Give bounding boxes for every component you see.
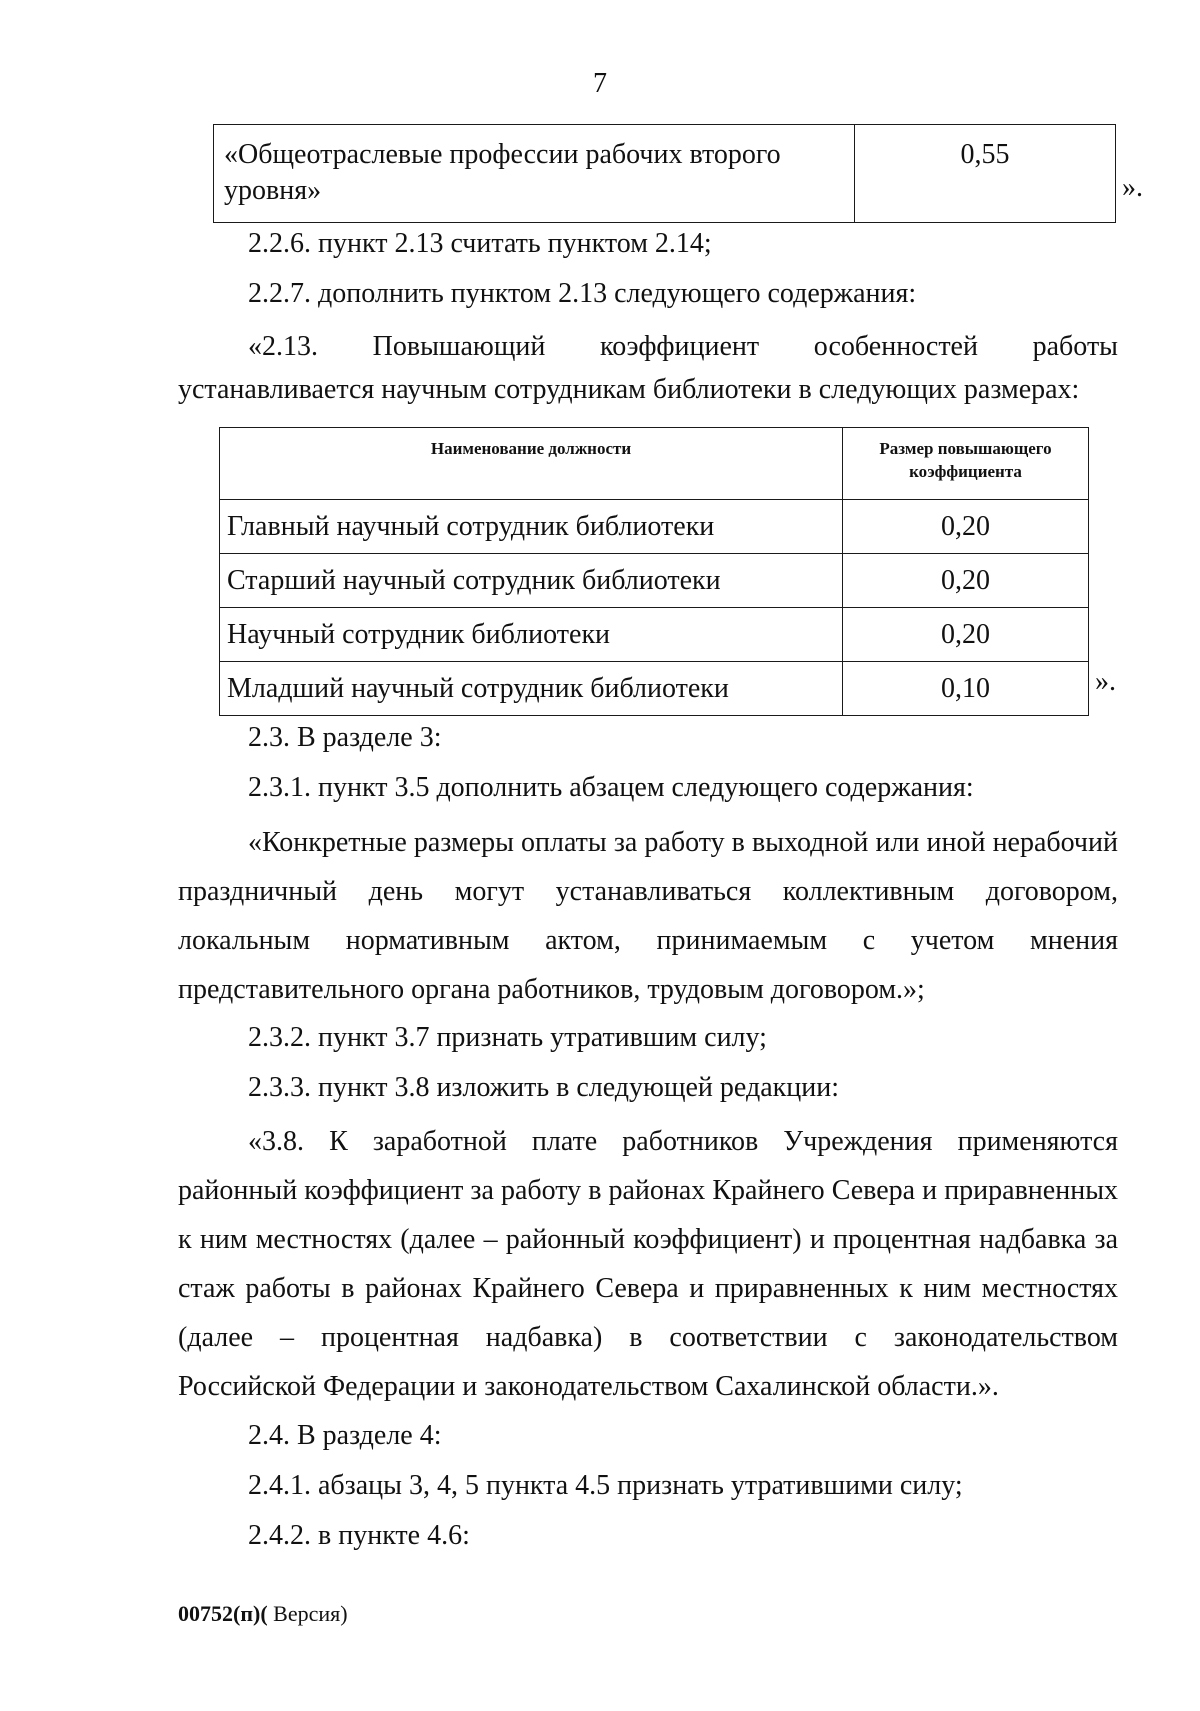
page-number: 7: [593, 68, 607, 99]
paragraph-3-8-line: районный коэффициент за работу в районах Крайнего Севера и приравненных: [178, 1175, 1118, 1206]
coefficient-value: 0,20: [843, 554, 1089, 608]
paragraph-2-4-1: 2.4.1. абзацы 3, 4, 5 пункта 4.5 признать утратившими силу;: [248, 1470, 963, 1501]
quote-line: праздничный день могут устанавливаться коллективным договором,: [178, 876, 1118, 907]
coefficient-value: 0,20: [843, 608, 1089, 662]
table-row: [220, 500, 1089, 554]
document-footer: [178, 1601, 348, 1627]
paragraph-2-4: 2.4. В разделе 4:: [248, 1420, 442, 1451]
paragraph-2-3-2: 2.3.2. пункт 3.7 признать утратившим силу;: [248, 1022, 767, 1053]
table-row: [220, 608, 1089, 662]
coefficient-value: 0,10: [843, 662, 1089, 716]
paragraph-2-3: 2.3. В разделе 3:: [248, 722, 442, 753]
paragraph-3-8-line: Российской Федерации и законодательством Сахалинской области.».: [178, 1371, 999, 1402]
paragraph-3-8-line: стаж работы в районах Крайнего Севера и приравненных к ним местностях: [178, 1273, 1118, 1304]
position-name: Научный сотрудник библиотеки: [220, 608, 843, 662]
paragraph-2-4-2: 2.4.2. в пункте 4.6:: [248, 1520, 470, 1551]
paragraph-2-3-3: 2.3.3. пункт 3.8 изложить в следующей редакции:: [248, 1072, 839, 1103]
paragraph-3-8-line: «3.8. К заработной плате работников Учреждения применяются: [248, 1126, 1118, 1157]
column-header-position: Наименование должности: [220, 428, 843, 500]
profession-table: [213, 124, 1116, 223]
paragraph-2-13-line1: «2.13. Повышающий коэффициент особенностей работы: [248, 331, 1118, 362]
paragraph-3-8-line: (далее – процентная надбавка) в соответствии с законодательством: [178, 1322, 1118, 1353]
document-version: Версия): [267, 1601, 348, 1626]
table-row: [214, 125, 1116, 223]
paragraph-2-13-line2: устанавливается научным сотрудникам библиотеки в следующих размерах:: [178, 374, 1080, 405]
quote-line: локальным нормативным актом, принимаемым с учетом мнения: [178, 925, 1118, 956]
paragraph-2-3-1: 2.3.1. пункт 3.5 дополнить абзацем следующего содержания:: [248, 772, 974, 803]
coefficient-table: [219, 427, 1089, 716]
paragraph-2-2-7: 2.2.7. дополнить пунктом 2.13 следующего содержания:: [248, 278, 917, 309]
column-header-coefficient: Размер повышающего коэффициента: [843, 428, 1089, 500]
closing-quote: ».: [1095, 666, 1116, 697]
table-cell-name: «Общеотраслевые профессии рабочих второго уровня»: [214, 125, 855, 223]
coefficient-value: 0,20: [843, 500, 1089, 554]
position-name: Старший научный сотрудник библиотеки: [220, 554, 843, 608]
position-name: Главный научный сотрудник библиотеки: [220, 500, 843, 554]
closing-quote: ».: [1122, 172, 1143, 203]
table-cell-value: 0,55: [855, 125, 1116, 223]
quote-line: «Конкретные размеры оплаты за работу в выходной или иной нерабочий: [248, 827, 1118, 858]
document-code: 00752(п)(: [178, 1601, 268, 1626]
quote-line: представительного органа работников, трудовым договором.»;: [178, 974, 925, 1005]
paragraph-2-2-6: 2.2.6. пункт 2.13 считать пунктом 2.14;: [248, 228, 712, 259]
position-name: Младший научный сотрудник библиотеки: [220, 662, 843, 716]
table-row: [220, 662, 1089, 716]
paragraph-3-8-line: к ним местностях (далее – районный коэффициент) и процентная надбавка за: [178, 1224, 1118, 1255]
table-header-row: [220, 428, 1089, 500]
table-row: [220, 554, 1089, 608]
